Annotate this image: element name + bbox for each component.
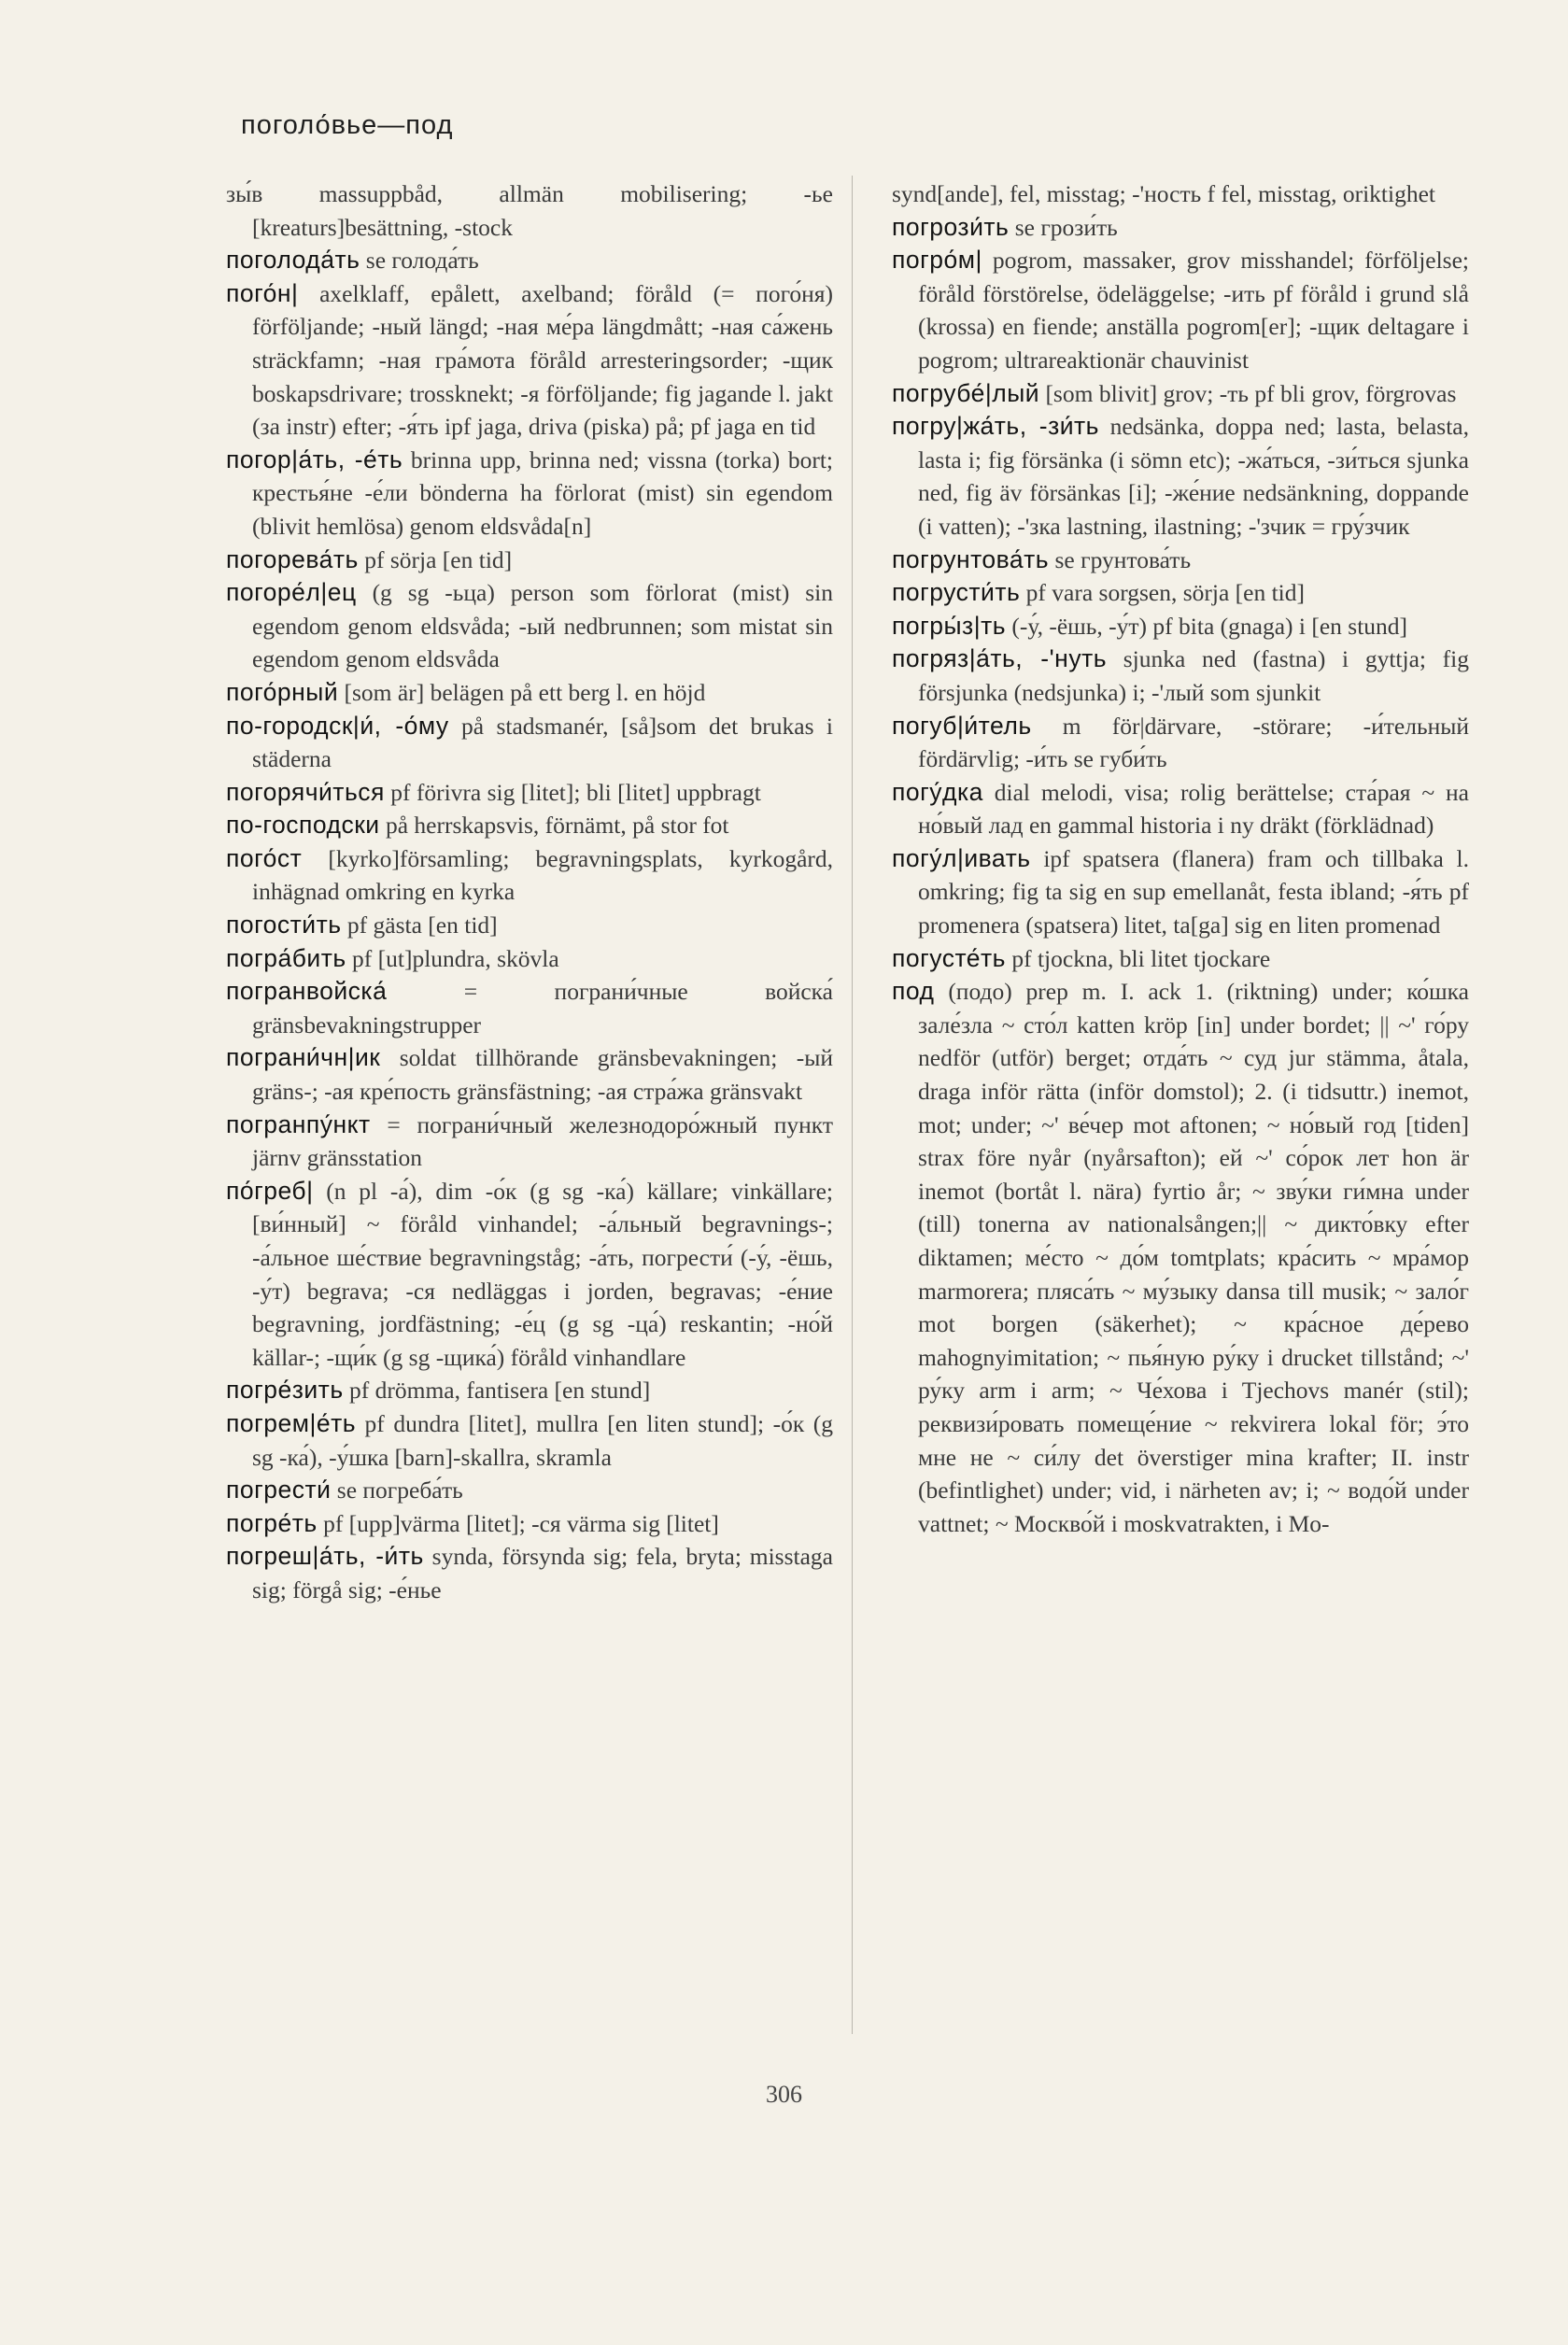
entry-definition: pf förivra sig [litet]; bli [litet] uppbragt (390, 778, 761, 806)
entry-definition: synda, försynda sig; fela, bryta; misstaga sig; förgå sig; -е́нье (252, 1543, 833, 1603)
column-divider (852, 176, 853, 2034)
dictionary-entry (892, 710, 1469, 776)
entry-headword: погрем|е́ть (226, 1408, 357, 1437)
dictionary-entry (892, 776, 1469, 842)
entry-definition: [som är] belägen på ett berg l. en höjd (344, 678, 706, 706)
entry-definition: = пограни́чные войска́ gränsbevakningstrupper (252, 978, 833, 1038)
entry-definition: sjunka ned (fastna) i gyttja; fig försjunka (nedsjunka) i; -'лый som sjunkit (918, 645, 1469, 706)
dictionary-entry (226, 776, 833, 810)
entry-headword: погреш|а́ть, -и́ть (226, 1542, 424, 1571)
dictionary-entry (892, 377, 1469, 411)
dictionary-entry (226, 1041, 833, 1108)
entry-headword: погрунтова́ть (892, 544, 1050, 573)
dictionary-entry (226, 1175, 833, 1375)
dictionary-entry (892, 842, 1469, 942)
dictionary-entry (226, 809, 833, 842)
dictionary-entry (892, 244, 1469, 376)
dictionary-entry (226, 544, 833, 577)
entry-headword: погряз|а́ть, -'нуть (892, 644, 1108, 673)
entry-definition: se погреба́ть (336, 1476, 463, 1504)
dictionary-entry (226, 244, 833, 277)
running-head: поголо́вье—под (241, 110, 454, 140)
entry-headword: погре́зить (226, 1376, 344, 1405)
dictionary-entry (892, 544, 1469, 577)
dictionary-entry (226, 710, 833, 776)
dictionary-entry (892, 975, 1469, 1540)
entry-definition: nedsänka, doppa ned; lasta, belasta, lasta i; fig försänka (i sömn etc); -жа́ться, -зи́ться sjunka ned, fig äv försänkas [i]; -же́ние nedsänkning, doppande (i vatten); -'зка lastning, ilastning; -'зчик = гру́зчик (918, 413, 1469, 540)
entry-definition: pf sörja [en tid] (364, 545, 513, 573)
entry-headword: под (892, 977, 935, 1006)
entry-headword: погор|а́ть, -е́ть (226, 445, 403, 473)
dictionary-entry (226, 676, 833, 710)
dictionary-entry (226, 1474, 833, 1507)
entry-definition: ipf spatsera (flanera) fram och tillbaka l. omkring; fig ta sig en sup emellanåt, festa ibland; -я́ть pf promenera (spatsera) litet, ta[ga] sig en liten promenad (918, 844, 1469, 939)
dictionary-entry (226, 1109, 833, 1175)
entry-headword: погры́з|ть (892, 611, 1007, 640)
entry-headword: погуб|и́тель (892, 711, 1032, 740)
entry-definition: зы́в massuppbåd, allmän mobilisering; -ье [kreaturs]besättning, -stock (226, 180, 833, 241)
entry-headword: погре́ть (226, 1508, 318, 1537)
entry-definition: pf tjockna, bli litet tjockare (1011, 944, 1271, 972)
entry-definition: pf gästa [en tid] (346, 911, 498, 939)
page-number: 306 (766, 2081, 802, 2108)
entry-definition: se грози́ть (1014, 213, 1118, 241)
dictionary-entry (226, 909, 833, 942)
right-column (892, 177, 1469, 1540)
dictionary-entry (226, 1540, 833, 1606)
entry-headword: поголода́ть (226, 246, 360, 275)
entry-definition: = пограни́чный железнодоро́жный пункт järnv gränsstation (252, 1110, 833, 1172)
dictionary-entry (892, 177, 1469, 211)
entry-definition: synd[ande], fel, misstag; -'ность f fel, misstag, oriktighet (892, 180, 1435, 207)
dictionary-entry (226, 576, 833, 676)
dictionary-entry (226, 177, 833, 244)
dictionary-entry (226, 942, 833, 976)
entry-headword: погрести́ (226, 1476, 332, 1504)
entry-definition: på herrskapsvis, förnämt, på stor fot (385, 812, 729, 840)
entry-definition: (n pl -а́), dim -о́к (g sg -ка́) källare; vinkällare; [ви́нный] ~ föråld vinhandel; -а́льный begravnings-; -а́льное ше́ствие begravningståg; -а́ть, погрести́ (-у́, -ёшь, -у́т) begrava; -ся nedläggas i jorden, begravas; -е́ние begravning, jordfästning; -е́ц (g sg -ца́) reskantin; -но́й källar-; -щи́к (g sg -щика́) föråld vinhandlare (252, 1177, 833, 1371)
entry-headword: погрози́ть (892, 212, 1010, 241)
dictionary-entry (892, 211, 1469, 245)
entry-headword: погорячи́ться (226, 777, 385, 806)
entry-definition: soldat tillhörande gränsbevakningen; -ый gräns-; -ая кре́пость gränsfästning; -ая стра́жа gränsvakt (252, 1044, 833, 1106)
left-column (226, 177, 833, 1607)
entry-headword: погра́бить (226, 943, 346, 972)
dictionary-entry (892, 576, 1469, 610)
entry-definition: brinna upp, brinna ned; vissna (torka) bort; крестья́не -е́ли bönderna ha förlorat (mist) sin egendom (blivit hemlösa) genom eldsvåda[n] (252, 445, 833, 540)
entry-headword: погусте́ть (892, 943, 1006, 972)
entry-definition: pf vara sorgsen, sörja [en tid] (1025, 579, 1306, 607)
entry-headword: пого́рный (226, 677, 339, 706)
entry-headword: погро́м| (892, 246, 982, 275)
dictionary-entry (892, 410, 1469, 543)
entry-headword: по́греб| (226, 1176, 314, 1205)
dictionary-entry (226, 1407, 833, 1474)
entry-headword: погорева́ть (226, 544, 359, 573)
entry-headword: погости́ть (226, 911, 342, 939)
entry-headword: пограни́чн|ик (226, 1043, 381, 1072)
dictionary-entry (226, 1374, 833, 1407)
entry-headword: погранпу́нкт (226, 1109, 371, 1138)
entry-headword: погоре́л|ец (226, 578, 357, 607)
entry-headword: погрубе́|лый (892, 378, 1040, 407)
entry-headword: пого́ст (226, 843, 303, 872)
entry-definition: pf [upp]värma [litet]; -ся värma sig [litet] (323, 1509, 719, 1537)
entry-definition: axelklaff, epålett, axelband; föråld (= пого́ня) förföljande; -ный längd; -ная ме́ра längdmått; -ная са́жень sträckfamn; -ная гра́мота föråld arresteringsorder; -щик boskapsdrivare; trossknekt; -я förföljande; fig jagande l. jakt (за instr) efter; -я́ть ipf jaga, driva (piska) på; pf jaga en tid (252, 279, 834, 441)
dictionary-entry (226, 842, 833, 909)
entry-definition: [som blivit] grov; -ть pf bli grov, förgrovas (1045, 379, 1457, 407)
entry-definition: pogrom, massaker, grov misshandel; förföljelse; föråld förstörelse, ödeläggelse; -ить pf föråld i grund slå (krossa) en fiende; anställa pogrom[er]; -щик deltagare i pogrom; ultrareaktionär chauvinist (918, 247, 1470, 374)
entry-definition: på stadsmanér, [så]som det brukas i städerna (252, 712, 833, 773)
entry-definition: se голода́ть (365, 247, 479, 275)
entry-definition: [kyrko]församling; begravningsplats, kyrkogård, inhägnad omkring en kyrka (252, 844, 834, 906)
entry-definition: (g sg -ьца) person som förlorat (mist) sin egendom genom eldsvåda; -ый nedbrunnen; som mistat sin egendom genom eldsvåda (252, 579, 833, 673)
entry-definition: pf drömma, fantisera [en stund] (349, 1377, 651, 1405)
dictionary-entry (226, 975, 833, 1041)
dictionary-entry (226, 277, 833, 444)
entry-headword: пого́н| (226, 278, 299, 307)
entry-definition: (подо) prep m. I. ack 1. (riktning) under; ко́шка зале́зла ~ сто́л katten kröp [in] under bordet; || ~' го́ру nedför (utför) berget; отда́ть ~ суд jur stämma, åtala, draga inför rätta (inför domstol); 2. (i tidsuttr.) inemot, mot; under; ~' ве́чер mot aftonen; ~ но́вый год [tiden] strax före nyår (nyårsafton); ей ~' со́рок лет hon är inemot (bortåt l. nära) fyrtio år; ~ зву́ки ги́мна under (till) tonerna av nationalsången;|| ~ дикто́вку efter diktamen; ме́сто ~ до́м tomtplats; кра́сить ~ мра́мор marmorera; пляса́ть ~ му́зыку dansa till musik; ~ зало́г mot borgen (säkerhet); ~ кра́сное де́рево mahognyimitation; ~ пья́ную ру́ку i drucket tillstånd; ~' ру́ку arm i arm; ~ Че́хова i Tjechovs manér (stil); реквизи́ровать помеще́ние ~ rekvirera lokal för; э́то мне не ~ си́лу det överstiger mina krafter; II. instr (befintlighet) under; vid, i närheten av; i; ~ водо́й under vattnet; ~ Москво́й i moskvatrakten, i Mo- (918, 978, 1469, 1537)
entry-headword: по-господски (226, 811, 380, 840)
entry-headword: погранвойска́ (226, 977, 388, 1006)
dictionary-entry (226, 1507, 833, 1541)
dictionary-entry (226, 444, 833, 544)
entry-headword: по-городск|и́, -о́му (226, 711, 449, 740)
entry-headword: погу́дка (892, 777, 983, 806)
entry-headword: погу́л|ивать (892, 843, 1031, 872)
dictionary-entry (892, 643, 1469, 709)
dictionary-entry (892, 610, 1469, 643)
entry-definition: (-у́, -ёшь, -у́т) pf bita (gnaga) i [en stund] (1011, 612, 1408, 640)
dictionary-entry (892, 942, 1469, 976)
entry-definition: se грунтова́ть (1054, 545, 1192, 573)
entry-definition: pf [ut]plundra, skövla (352, 944, 559, 972)
entry-definition: m för|därvare, -störare; -и́тельный fördärvlig; -и́ть se губи́ть (918, 712, 1470, 773)
entry-headword: погру|жа́ть, -зи́ть (892, 412, 1099, 441)
entry-definition: dial melodi, visa; rolig berättelse; ста́рая ~ на но́вый лад en gammal historia i ny dräkt (förklädnad) (918, 778, 1470, 840)
entry-definition: pf dundra [litet], mullra [en liten stund]; -о́к (g sg -ка́), -у́шка [barn]-skallra, skramla (252, 1409, 833, 1471)
entry-headword: погрусти́ть (892, 578, 1021, 607)
